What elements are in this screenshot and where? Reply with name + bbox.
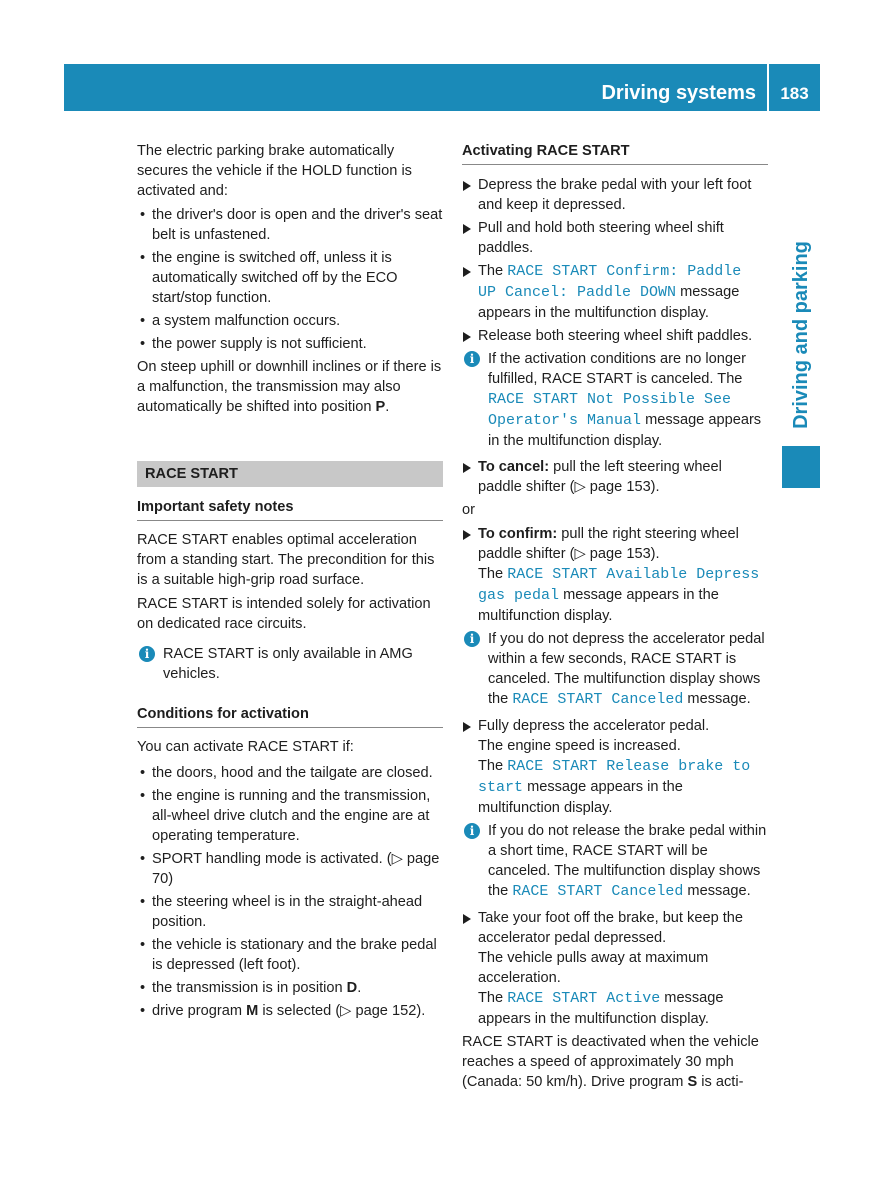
triangle-arrow-icon (463, 914, 471, 924)
display-message: RACE START Canceled (512, 883, 684, 900)
list-item: • drive program M is selected (▷ page 152). (137, 1001, 443, 1021)
safety-paragraph-2: RACE START is intended solely for activation on dedicated race circuits. (137, 596, 431, 632)
section-title: RACE START (137, 461, 443, 487)
hold-condition-list (137, 205, 443, 354)
list-item: • a system malfunction occurs. (137, 311, 443, 331)
page-number: 183 (780, 84, 809, 103)
deactivation-note: RACE START is deactivated when the vehicle reaches a speed of approximately 30 mph (Canada: 50 km/h). Drive program S is acti- (462, 1034, 759, 1090)
chapter-title: Driving systems (601, 82, 756, 104)
info-note: i If you do not depress the accelerator pedal within a few seconds, RACE START is canceled. The multifunction display shows the RACE START Canceled message. (462, 629, 768, 710)
list-item: • the steering wheel is in the straight-ahead position. (137, 892, 443, 932)
display-message: RACE START Not Possible See Operator's Manual (488, 391, 732, 429)
list-item: • the engine is running and the transmission, all-wheel drive clutch and the engine are at operating temperature. (137, 786, 443, 846)
info-icon: i (464, 351, 480, 367)
conditions-intro: You can activate RACE START if: (137, 739, 354, 755)
info-note: i If you do not release the brake pedal within a short time, RACE START will be canceled. The multifunction display shows the RACE START Canceled message. (462, 821, 768, 902)
hold-intro: The electric parking brake automatically secures the vehicle if the HOLD function is activated and: (137, 143, 412, 199)
step-item: Release both steering wheel shift paddles. (462, 326, 768, 346)
list-item: • the transmission is in position D. (137, 978, 443, 998)
triangle-arrow-icon (463, 224, 471, 234)
info-icon: i (464, 823, 480, 839)
side-tab-label: Driving and parking (790, 241, 812, 429)
conditions-list (137, 763, 443, 1021)
list-item: • the engine is switched off, unless it is automatically switched off by the ECO start/stop function. (137, 248, 443, 308)
info-note: i If the activation conditions are no longer fulfilled, RACE START is canceled. The RACE START Not Possible See Operator's Manual message appears in the multifunction display. (462, 349, 768, 451)
triangle-arrow-icon (463, 181, 471, 191)
triangle-arrow-icon (463, 722, 471, 732)
display-message: RACE START Confirm: Paddle UP Cancel: Paddle DOWN (478, 263, 742, 301)
step-item: To confirm: pull the right steering wheel paddle shifter (▷ page 153). The RACE START Available Depress gas pedal message appears in the multifunction display. (462, 524, 768, 626)
triangle-arrow-icon (463, 267, 471, 277)
step-item: Depress the brake pedal with your left foot and keep it depressed. (462, 175, 768, 215)
or-separator: or (462, 502, 475, 518)
step-item: To cancel: pull the left steering wheel paddle shifter (▷ page 153). (462, 457, 768, 497)
info-icon: i (139, 646, 155, 662)
side-tab-marker (782, 446, 820, 488)
list-item: • SPORT handling mode is activated. (▷ page 70) (137, 849, 443, 889)
step-item: The RACE START Confirm: Paddle UP Cancel: Paddle DOWN message appears in the multifunction display. (462, 261, 768, 323)
triangle-arrow-icon (463, 463, 471, 473)
step-item: Take your foot off the brake, but keep the accelerator pedal depressed. The vehicle pulls away at maximum acceleration. The RACE START Active message appears in the multifunction display. (462, 908, 768, 1029)
list-item: • the driver's door is open and the driver's seat belt is unfastened. (137, 205, 443, 245)
right-column (462, 141, 768, 1096)
step-item: Pull and hold both steering wheel shift paddles. (462, 218, 768, 258)
display-message: RACE START Release brake to start (478, 758, 751, 796)
page-header (64, 64, 820, 111)
activation-heading: Activating RACE START (462, 141, 768, 165)
triangle-arrow-icon (463, 332, 471, 342)
list-item: • the power supply is not sufficient. (137, 334, 443, 354)
steep-incline-note: On steep uphill or downhill inclines or if there is a malfunction, the transmission may also automatically be shifted into position P. (137, 359, 442, 415)
safety-heading: Important safety notes (137, 497, 443, 521)
amg-info-note: i RACE START is only available in AMG vehicles. (137, 644, 443, 684)
safety-paragraph-1: RACE START enables optimal acceleration from a standing start. The precondition for this is a suitable high-grip road surface. (137, 532, 435, 588)
display-message: RACE START Active (507, 990, 661, 1007)
side-chapter-tab (782, 230, 820, 440)
step-item: Fully depress the accelerator pedal. The engine speed is increased. The RACE START Release brake to start message appears in the multifunction display. (462, 716, 768, 818)
info-icon: i (464, 631, 480, 647)
triangle-arrow-icon (463, 530, 471, 540)
display-message: RACE START Canceled (512, 691, 684, 708)
display-message: RACE START Available Depress gas pedal (478, 566, 760, 604)
list-item: • the doors, hood and the tailgate are closed. (137, 763, 443, 783)
list-item: • the vehicle is stationary and the brake pedal is depressed (left foot). (137, 935, 443, 975)
left-column (137, 141, 443, 1024)
conditions-heading: Conditions for activation (137, 704, 443, 728)
